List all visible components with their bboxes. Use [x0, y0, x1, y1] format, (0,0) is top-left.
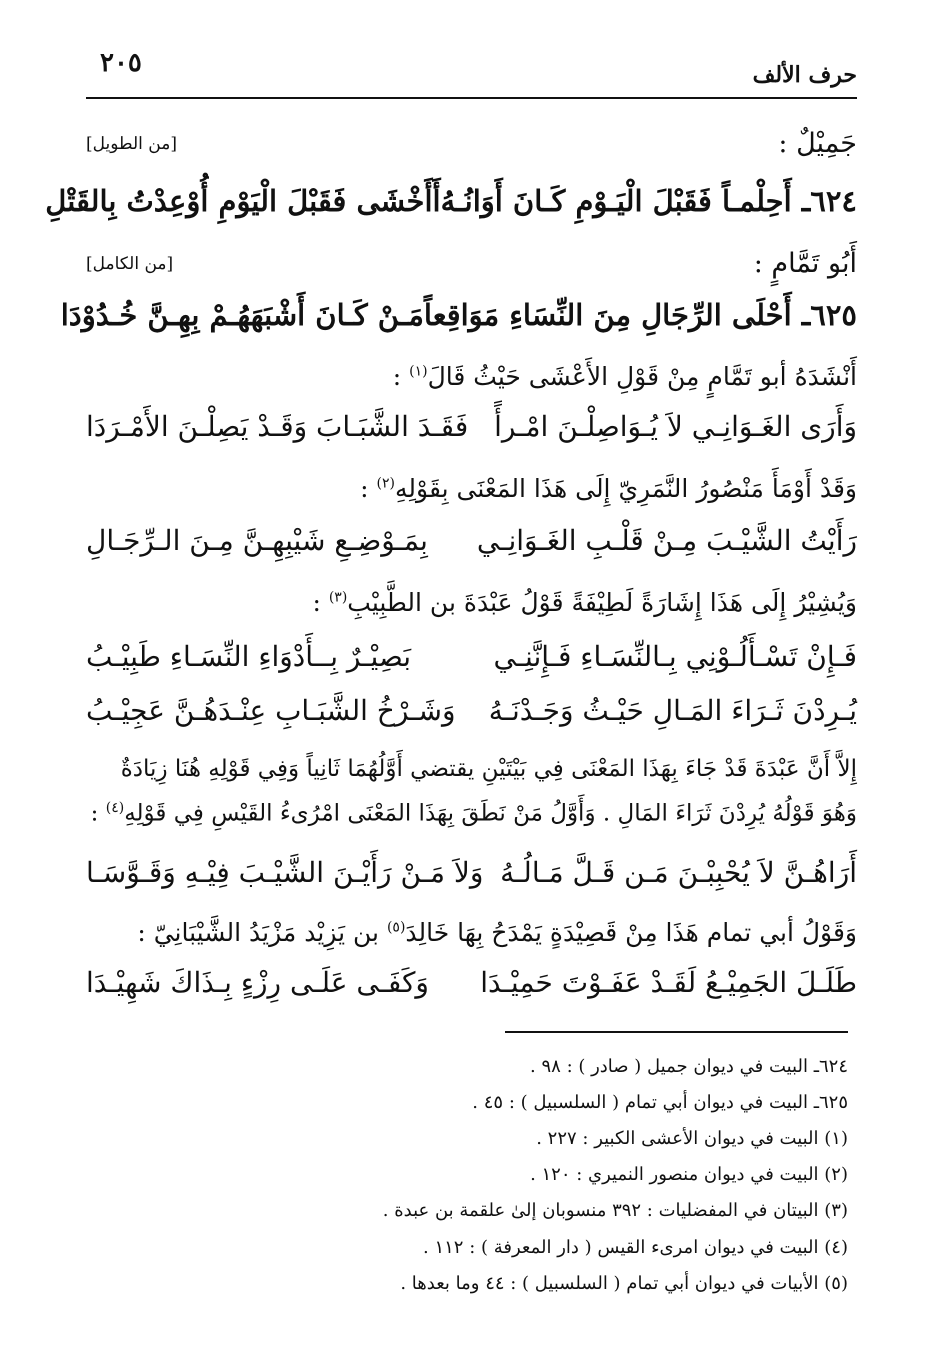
second-hemistich: أَأَخْشَى فَقَبْلَ الْيَوْمِ أُوْعِدْتُ بِالقَتْلِ — [45, 184, 441, 218]
second-hemistich: بِمَـوْضِـعِ شَيْبِهِـنَّ مِـنَ الـرِّجَـالِ — [86, 524, 428, 557]
footnote: (٢) البيت في ديوان منصور النميري : ١٢٠ . — [530, 1164, 848, 1185]
second-hemistich: مَـنْ كَـانَ أَشْبَهَهُـمْ بِهِـنَّ خُـدُوْدَا — [60, 298, 424, 332]
first-hemistich: فَـإِنْ تَسْـأَلُـوْنِي بِـالنِّسَـاءِ فَـإِنَّنِـي — [493, 640, 857, 673]
cited-verse — [86, 966, 857, 999]
commentary-line — [86, 474, 857, 503]
commentary-text: وَقَوْلُ أبي تمام هَذَا مِنْ قَصِيْدَةٍ يَمْدَحُ بِهَا خَالِدَ — [405, 918, 857, 947]
commentary-text: أَنْشَدَهُ أبو تَمَّامٍ مِنْ قَوْلِ الأَعْشَى حَيْثُ قَالَ — [427, 362, 857, 391]
poet-label: أَبُو تَمَّامٍ : — [753, 248, 857, 279]
page-number: ٢٠٥ — [100, 48, 142, 78]
entry-number: ٦٢٥ـ — [801, 298, 857, 332]
commentary-line — [86, 362, 857, 391]
commentary-line — [86, 800, 857, 827]
second-hemistich: وَكَفَـى عَلَـى رِزْءٍ بِـذَاكَ شَهِيْـدَا — [86, 966, 429, 999]
entry-number: ٦٢٤ـ — [801, 184, 857, 218]
footnote-ref: (٣) — [328, 589, 348, 606]
commentary-line — [86, 588, 857, 617]
footnote: (٤) البيت في ديوان امرىء القيس ( دار المعرفة ) : ١١٢ . — [423, 1237, 848, 1258]
poet-name-625 — [86, 248, 857, 279]
verse-625 — [60, 298, 857, 332]
cited-verse — [86, 694, 857, 727]
running-head: حرف الألف — [752, 62, 857, 88]
second-hemistich: وَلاَ مَـنْ رَأَيْـنَ الشَّيْـبَ فِيْـهِ وَقَـوَّسَـا — [86, 856, 484, 889]
first-hemistich — [424, 298, 857, 332]
poet-name-624 — [86, 128, 857, 159]
first-hemistich — [441, 184, 857, 218]
first-hemistich: طَلَـلَ الجَمِيْـعُ لَقَـدْ عَفَـوْتَ حَمِيْـدَا — [480, 966, 857, 999]
footnote: (٣) البيتان في المفضليات : ٣٩٢ منسوبان إلىٰ علقمة بن عبدة . — [382, 1200, 848, 1221]
poet-label: جَمِيْلٌ : — [778, 128, 857, 159]
first-hemistich: أَرَاهُـنَّ لاَ يُحْبِبْـنَ مَـن قَـلَّ مَـالُـهُ — [500, 856, 857, 889]
commentary-text: : — [392, 362, 410, 391]
second-hemistich: بَصِيْـرٌ بِــأَدْوَاءِ النِّسَـاءِ طَبِيْـبُ — [86, 640, 412, 673]
page-header — [86, 44, 857, 96]
hemistich-text: أَحِلْمـاً فَقَبْلَ الْيَـوْمِ كَـانَ أَوَانُـهُ — [440, 184, 792, 218]
commentary-text: وَقَدْ أَوْمَأَ مَنْصُورُ النَّمَرِيّ إِلَى هَذَا المَعْنَى بِقَوْلِهِ — [395, 474, 857, 503]
header-rule — [86, 97, 857, 99]
commentary-text: : — [360, 474, 377, 503]
verse-624 — [45, 184, 857, 218]
footnote-rule — [505, 1031, 848, 1033]
cited-verse — [86, 410, 857, 443]
commentary-line — [80, 756, 857, 782]
commentary-text: : — [312, 588, 329, 617]
commentary-text: وَيُشِيْرُ إِلَى هَذَا إِشَارَةً لَطِيْفَةً قَوْلُ عَبْدَةَ بن الطَّبِيْبِ — [347, 588, 857, 617]
commentary-text: : — [90, 800, 106, 827]
footnote: ٦٢٤ـ البيت في ديوان جميل ( صادر ) : ٩٨ . — [530, 1056, 848, 1077]
footnote: ٦٢٥ـ البيت في ديوان أبي تمام ( السلسبيل ) : ٤٥ . — [472, 1092, 848, 1113]
footnote-ref: (١) — [409, 363, 428, 380]
cited-verse — [86, 524, 857, 557]
commentary-text: بن يَزِيْد مَزْيَدُ الشَّيْبَانِيّ : — [137, 918, 387, 947]
first-hemistich: يُـرِدْنَ ثَـرَاءَ المَـالِ حَيْـثُ وَجَـدْنَـهُ — [488, 694, 857, 727]
cited-verse — [86, 640, 857, 673]
cited-verse — [86, 856, 857, 889]
footnote: (٥) الأبيات في ديوان أبي تمام ( السلسبيل ) : ٤٤ وما بعدها . — [400, 1273, 848, 1294]
meter-label: [من الطويل] — [86, 134, 177, 154]
second-hemistich: وَشَـرْخُ الشَّبَـابِ عِنْـدَهُـنَّ عَجِيْـبُ — [86, 694, 456, 727]
footnote: (١) البيت في ديوان الأعشى الكبير : ٢٢٧ . — [536, 1128, 848, 1149]
footnote-ref: (٤) — [105, 800, 125, 816]
first-hemistich: وَأَرَى الغَـوَانِـي لاَ يُـوَاصِلْـنَ امْـرأً — [494, 410, 857, 443]
first-hemistich: رَأَيْتُ الشَّيْـبَ مِـنْ قَلْـبِ الغَـوَانِـي — [476, 524, 857, 557]
second-hemistich: فَقَـدَ الشَّبَـابَ وَقَـدْ يَصِلْـنَ الأَمْـرَدَا — [86, 410, 469, 443]
commentary-text: وَهُوَ قَوْلُهُ يُرِدْنَ ثَرَاءَ المَالِ . وَأَوَّلُ مَنْ نَطَقَ بِهَذَا المَعْنَى امْرُىءُ القَيْسِ فِي قَوْلِهِ — [124, 800, 857, 827]
hemistich-text: أَحْلَى الرِّجَالِ مِنَ النِّسَاءِ مَوَاقِعاً — [423, 298, 792, 332]
commentary-text: إِلاَّ أَنَّ عَبْدَةَ قَدْ جَاءَ بِهَذَا المَعْنَى فِي بَيْتَيْنِ يقتضي أَوَّلُهُمَا ثَانِياً وَفِي قَوْلِهِ هُنَا زِيَادَةٌ — [120, 756, 857, 782]
commentary-line — [86, 918, 857, 947]
footnote-ref: (٥) — [386, 919, 406, 936]
footnote-ref: (٢) — [376, 475, 396, 492]
meter-label: [من الكامل] — [86, 254, 174, 274]
